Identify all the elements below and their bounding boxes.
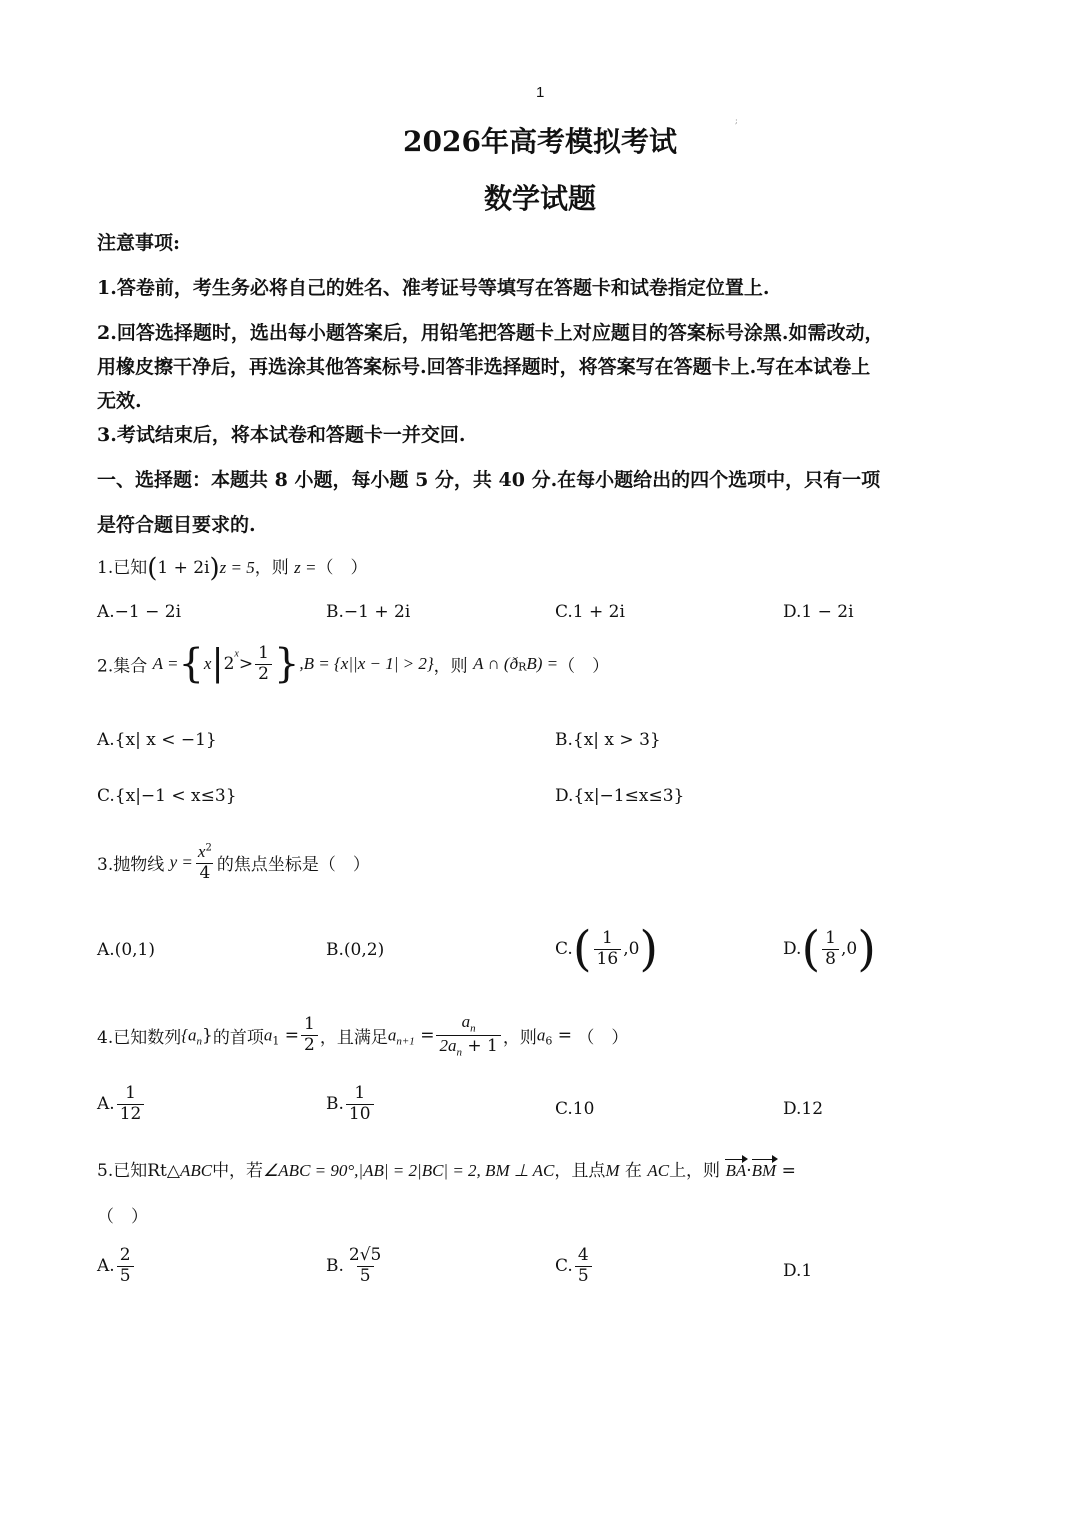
q3-option-c[interactable]: C.( $\frac{1}{16}$ ,0) [555,921,659,977]
notice-2-cont: 用橡皮擦干净后，再选涂其他答案标号.回答非选择题时，将答案写在答题卡上.写在本试卷上 [97,356,871,378]
question-4: 4.已知数列$\{a_n\}$的首项$a_1$ = $\frac{1}{2}$ ，且满足$a_{n+1}$ = $\frac{a_n}{2a_n + 1}$ ，则$a_6$ = （ ） [97,1012,629,1059]
q1-option-b[interactable]: B.−1 + 2i [326,602,411,622]
q2-option-b[interactable]: B.{x| x > 3} [555,730,661,750]
q1-option-a[interactable]: A.−1 − 2i [97,602,182,622]
q5-option-a[interactable]: A. $\frac{2}{5}$ [97,1246,136,1286]
q5-option-d[interactable]: D.1 [783,1261,813,1281]
stray-mark: ; [735,116,738,125]
q1-option-d[interactable]: D.1 − 2i [783,602,854,622]
q5-option-c[interactable]: C. $\frac{4}{5}$ [555,1246,594,1286]
notice-2-end: 无效. [97,390,142,412]
q1-option-c[interactable]: C.1 + 2i [555,602,625,622]
q2-option-a[interactable]: A.{x| x < −1} [97,730,217,750]
notice-1: 1.答卷前，考生务必将自己的姓名、准考证号等填写在答题卡和试卷指定位置上. [97,277,770,299]
q3-option-b[interactable]: B.(0,2) [326,940,385,960]
q2-option-c[interactable]: C.{x|−1 < x≤3} [97,786,237,806]
q4-option-d[interactable]: D.12 [783,1099,824,1119]
question-3: 3.抛物线 y = $\frac{x^2}{4}$ 的焦点坐标是（ ） [97,842,370,883]
notice-heading: 注意事项: [97,232,181,254]
section-heading: 一、选择题：本题共 8 小题，每小题 5 分，共 40 分.在每小题给出的四个选项中，只有一项 [97,469,881,491]
notice-3: 3.考试结束后，将本试卷和答题卡一并交回. [97,424,466,446]
q2-option-d[interactable]: D.{x|−1≤x≤3} [555,786,685,806]
question-2: 2.集合 $A =\{x|2^x>$ $\frac{1}{2}$ },B = {x||x − 1| > 2}，则 A ∩ $(ð_RB)$ =（ ） [97,641,610,688]
q4-option-a[interactable]: A. $\frac{1}{12}$ [97,1084,146,1124]
q5-option-b[interactable]: B. $\frac{2√5}{5}$ [326,1245,382,1286]
exam-title: 2026年高考模拟考试 [403,125,677,158]
question-5-blank: （ ） [97,1207,148,1227]
notice-2: 2.回答选择题时，选出每小题答案后，用铅笔把答题卡上对应题目的答案标号涂黑.如需改动， [97,322,884,344]
q3-option-a[interactable]: A.(0,1) [97,940,155,960]
page-number: 1 [536,84,545,101]
section-heading-cont: 是符合题目要求的. [97,514,256,536]
q4-option-b[interactable]: B. $\frac{1}{10}$ [326,1084,376,1124]
question-5: 5.已知Rt△ABC中，若∠ABC = 90°,|AB| = 2|BC| = 2, BM ⊥ AC，且点M 在 AC上，则 BA·BM = [97,1161,796,1181]
q4-option-c[interactable]: C.10 [555,1099,595,1119]
q3-option-d[interactable]: D.( $\frac{1}{8}$ ,0) [783,921,876,977]
question-1: 1.已知(1 + 2i)z = 5，则 z =（ ） [97,553,368,584]
exam-subtitle: 数学试题 [483,182,596,215]
